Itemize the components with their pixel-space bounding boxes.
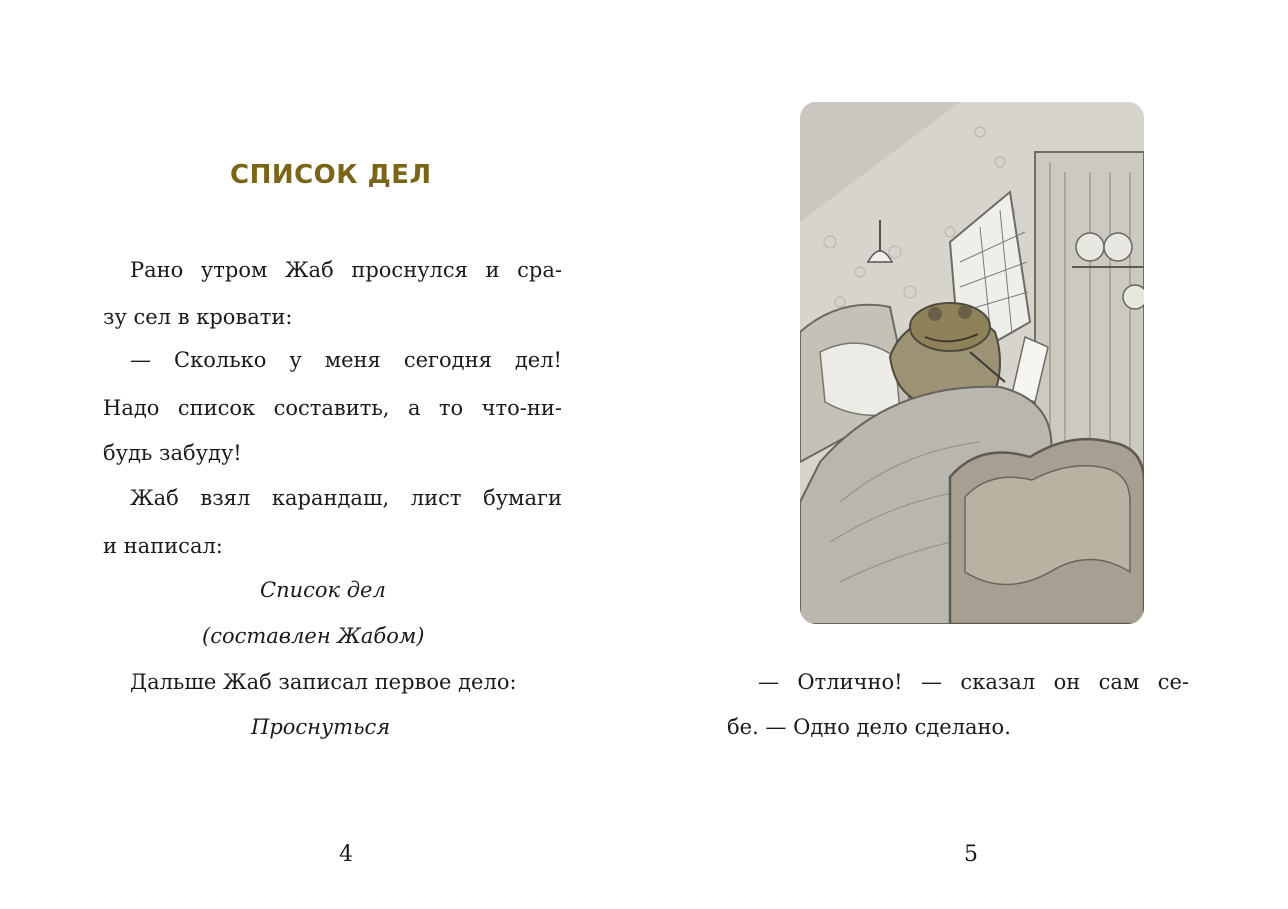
text-line: и написал: <box>103 534 223 558</box>
text-line: бе. — Одно дело сделано. <box>727 715 1011 739</box>
right-page <box>644 0 1288 909</box>
list-subheading-line: (составлен Жабом) <box>202 624 425 648</box>
text-line: зу сел в кровати: <box>103 305 293 329</box>
text-line: — Отлично! — сказал он сам се- <box>758 670 1189 694</box>
text-line: Надо список составить, а то что-ни- <box>103 396 562 420</box>
text-line: — Сколько у меня сегодня дел! <box>130 348 562 372</box>
page-number: 4 <box>339 842 353 867</box>
chapter-title: СПИСОК ДЕЛ <box>230 160 432 190</box>
list-heading-line: Список дел <box>260 578 386 602</box>
text-line: Жаб взял карандаш, лист бумаги <box>130 486 562 510</box>
text-line: Дальше Жаб записал первое дело: <box>130 670 517 694</box>
text-line: Рано утром Жаб проснулся и сра- <box>130 258 562 282</box>
page-number: 5 <box>964 842 978 867</box>
list-item-line: Проснуться <box>251 715 391 739</box>
text-line: будь забуду! <box>103 441 242 465</box>
